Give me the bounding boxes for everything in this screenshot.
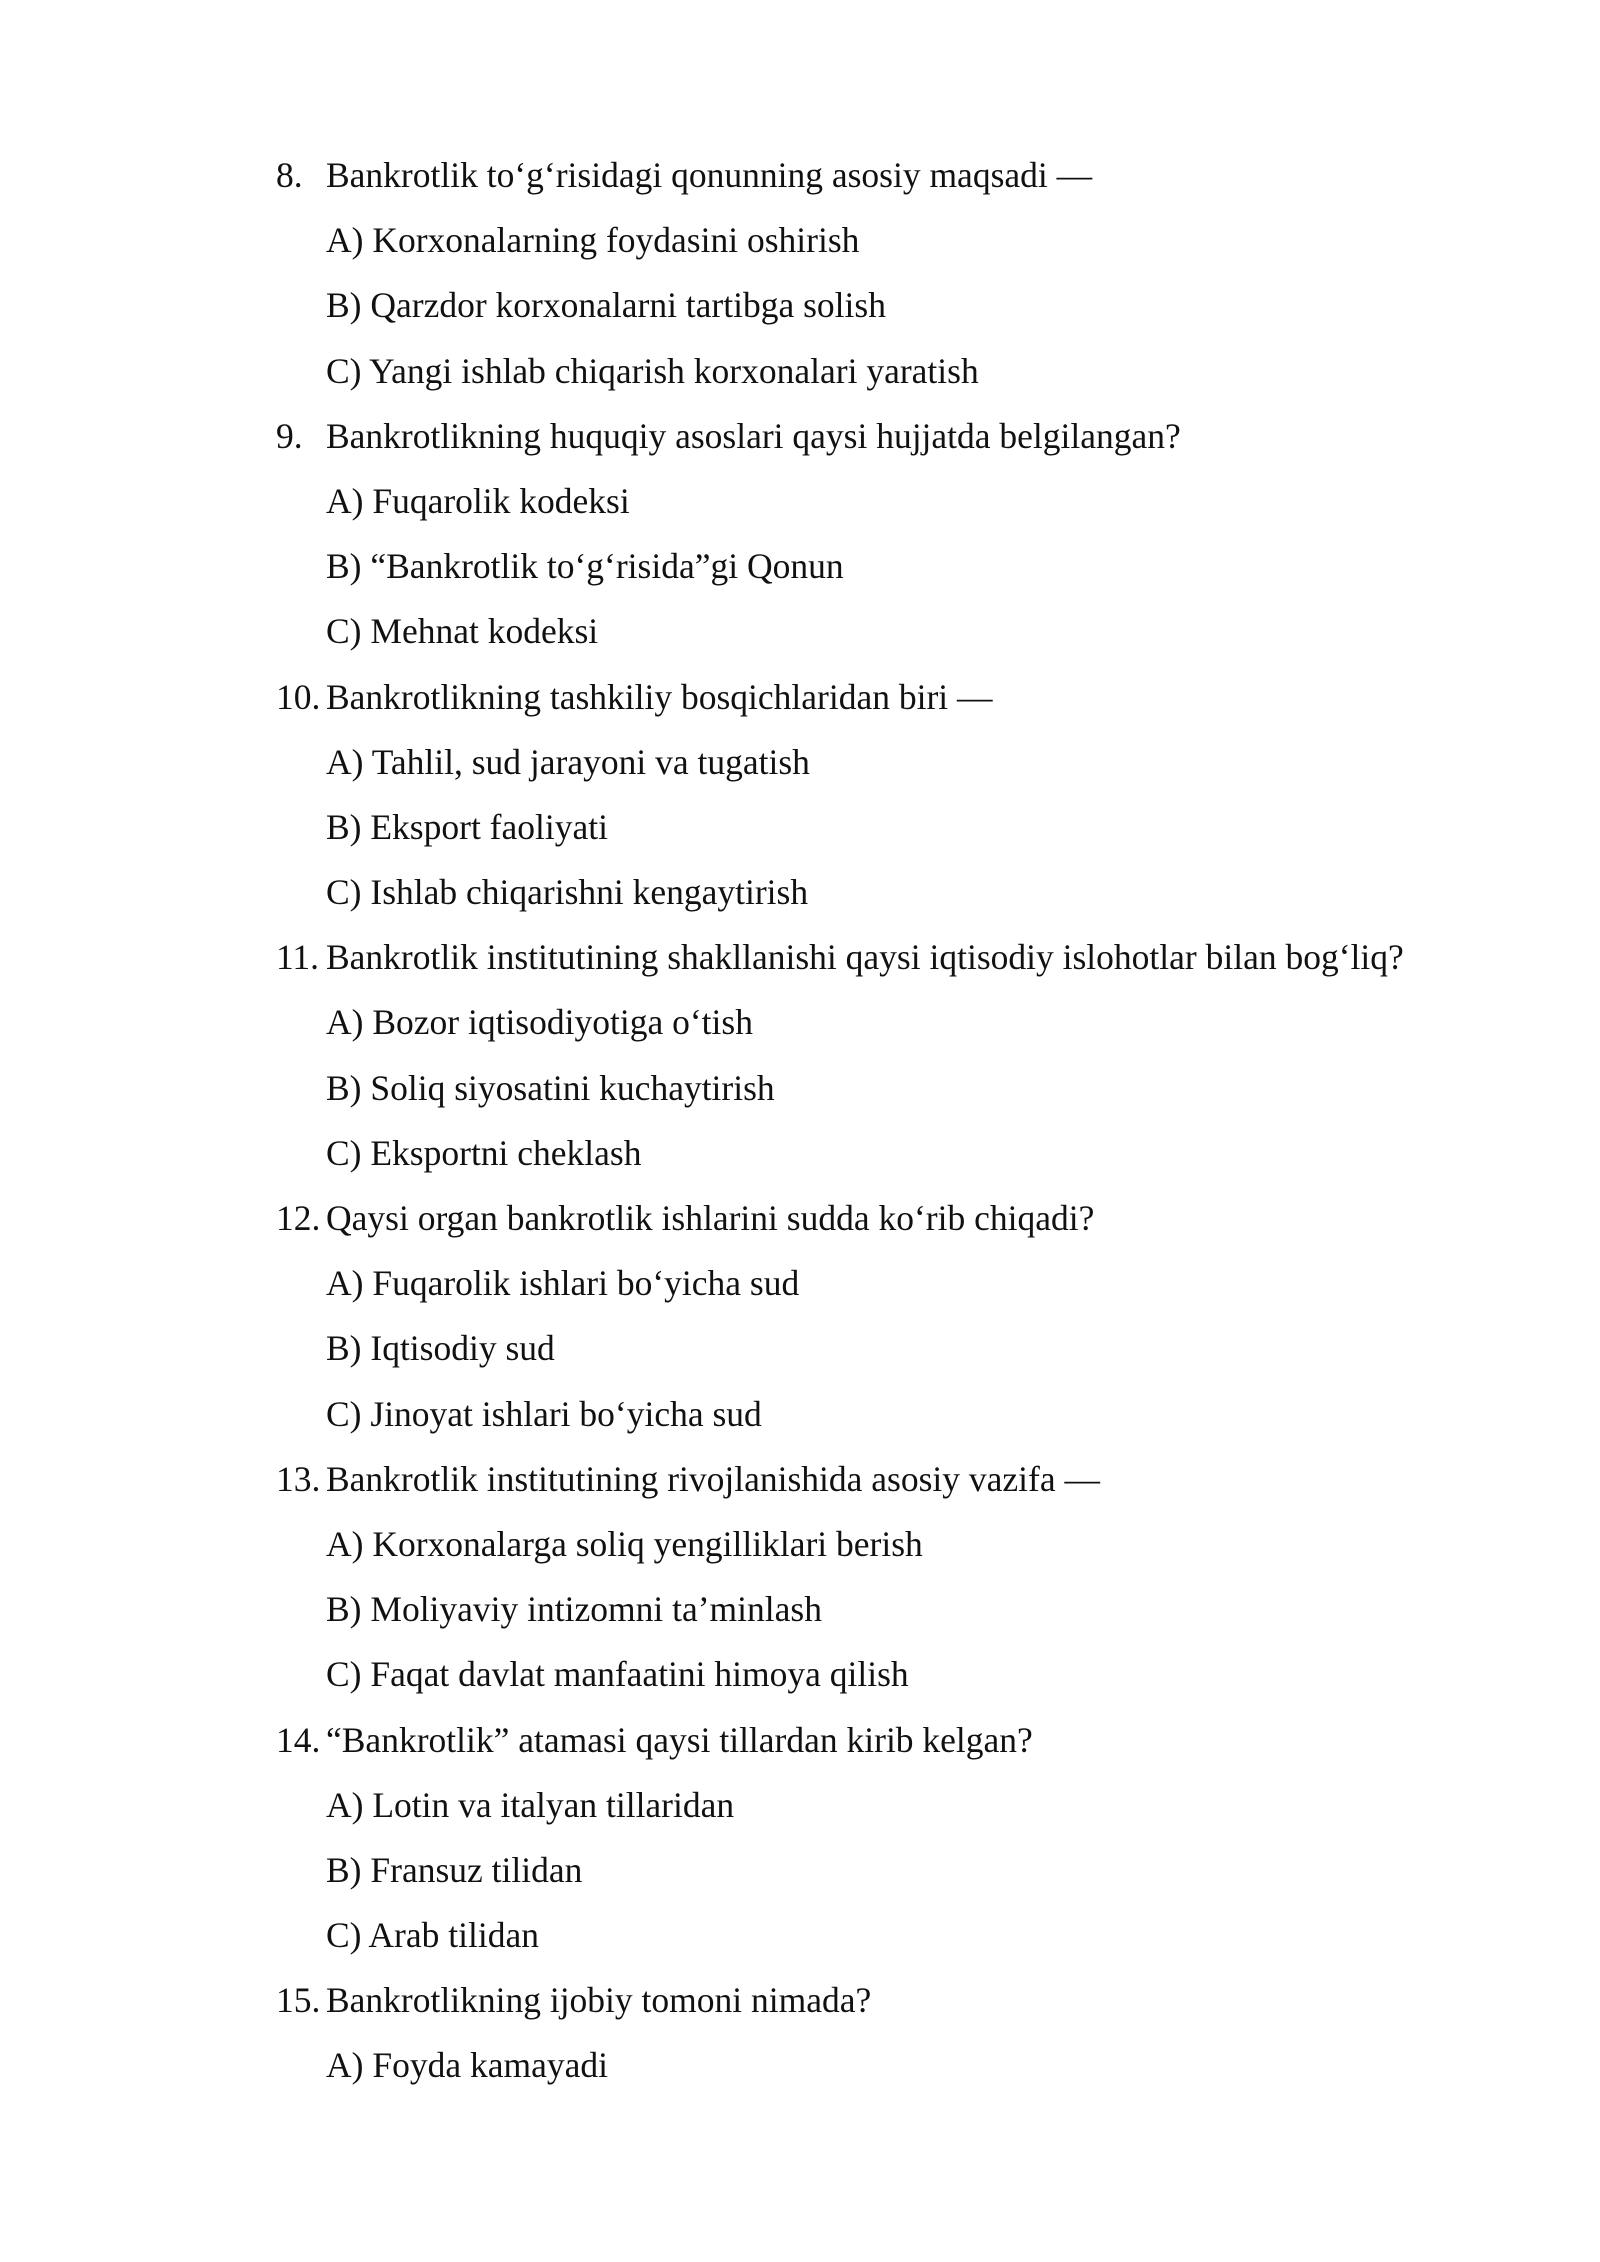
question-number: 13.	[276, 1458, 321, 1499]
question-number: 10.	[276, 676, 321, 717]
question-text: Qaysi organ bankrotlik ishlarini sudda ko‘rib chiqadi?	[326, 1198, 1095, 1238]
question-text: “Bankrotlik” atamasi qaysi tillardan kirib kelgan?	[326, 1719, 1033, 1760]
question-text: Bankrotlik institutining rivojlanishida asosiy vazifa —	[326, 1458, 1100, 1499]
question-number: 12.	[276, 1198, 321, 1238]
answer-option: B) Qarzdor korxonalarni tartibga solish	[326, 285, 886, 326]
question-text: Bankrotlikning ijobiy tomoni nimada?	[326, 1980, 872, 2021]
question-number: 8.	[276, 155, 303, 195]
answer-option: B) Soliq siyosatini kuchaytirish	[326, 1067, 775, 1108]
answer-option: C) Yangi ishlab chiqarish korxonalari yaratish	[326, 350, 979, 391]
answer-option: A) Bozor iqtisodiyotiga o‘tish	[326, 1002, 753, 1043]
answer-option: C) Arab tilidan	[326, 1915, 539, 1956]
question-text: Bankrotlikning huquqiy asoslari qaysi hujjatda belgilangan?	[326, 415, 1181, 456]
quiz-list	[276, 150, 1526, 2106]
answer-option: C) Faqat davlat manfaatini himoya qilish	[326, 1654, 909, 1695]
question-text: Bankrotlik institutining shakllanishi qaysi iqtisodiy islohotlar bilan bog‘liq?	[326, 937, 1404, 978]
question-text: Bankrotlikning tashkiliy bosqichlaridan biri —	[326, 676, 993, 717]
answer-option: B) Fransuz tilidan	[326, 1849, 583, 1890]
answer-option: A) Korxonalarning foydasini oshirish	[326, 220, 860, 261]
answer-option: C) Mehnat kodeksi	[326, 611, 599, 652]
answer-option: A) Lotin va italyan tillaridan	[326, 1784, 735, 1825]
answer-option: B) “Bankrotlik to‘g‘risida”gi Qonun	[326, 546, 844, 587]
question-number: 14.	[276, 1719, 321, 1760]
question-number: 11.	[276, 937, 320, 978]
answer-option: A) Fuqarolik ishlari bo‘yicha sud	[326, 1263, 800, 1304]
answer-option: A) Korxonalarga soliq yengilliklari berish	[326, 1523, 923, 1564]
question-9	[276, 411, 1526, 476]
answer-option: A) Fuqarolik kodeksi	[326, 480, 630, 521]
question-13	[276, 1454, 1526, 1519]
answer-option: C) Eksportni cheklash	[326, 1132, 642, 1173]
question-11	[276, 932, 1526, 997]
question-15	[276, 1975, 1526, 2040]
question-number: 15.	[276, 1980, 321, 2021]
question-10	[276, 672, 1526, 737]
answer-option: C) Ishlab chiqarishni kengaytirish	[326, 872, 809, 913]
question-number: 9.	[276, 415, 303, 456]
question-14	[276, 1715, 1526, 1780]
question-text: Bankrotlik to‘g‘risidagi qonunning asosiy maqsadi —	[326, 155, 1093, 195]
question-12	[276, 1193, 1526, 1258]
answer-option: C) Jinoyat ishlari bo‘yicha sud	[326, 1393, 762, 1434]
question-8	[276, 150, 1526, 215]
answer-option: B) Iqtisodiy sud	[326, 1328, 555, 1369]
answer-option: A) Tahlil, sud jarayoni va tugatish	[326, 741, 810, 782]
answer-option: B) Moliyaviy intizomni ta’minlash	[326, 1589, 822, 1630]
answer-option: A) Foyda kamayadi	[326, 2045, 608, 2086]
answer-option: B) Eksport faoliyati	[326, 806, 608, 847]
